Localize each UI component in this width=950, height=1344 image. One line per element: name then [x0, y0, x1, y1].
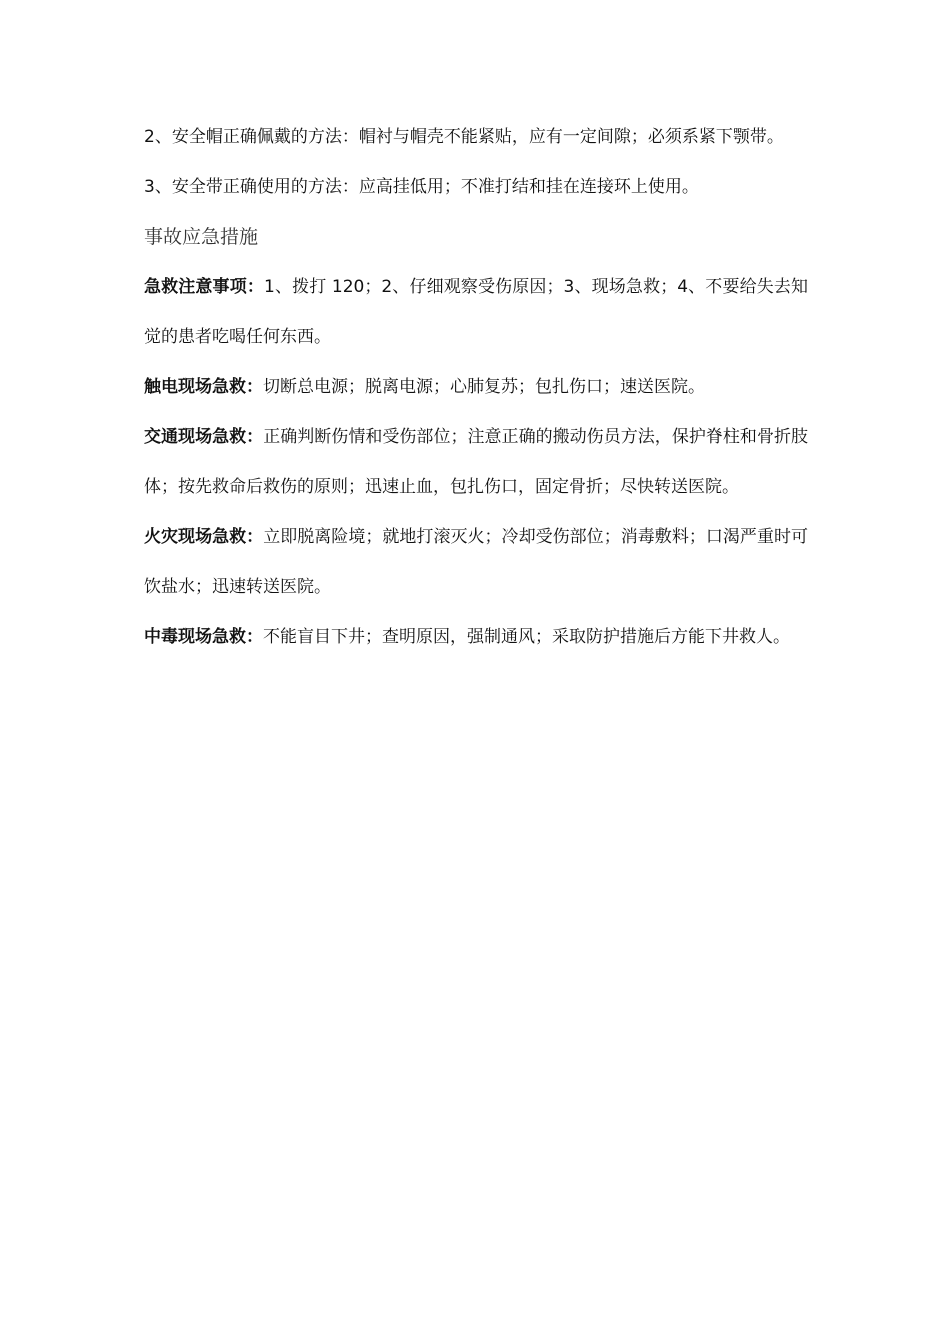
item-label: 触电现场急救：: [144, 377, 263, 397]
item-text: 切断总电源；脱离电源；心肺复苏；包扎伤口；速送医院。: [263, 377, 705, 397]
item-label: 急救注意事项：: [144, 277, 264, 297]
paragraph-helmet-text: 2、安全帽正确佩戴的方法：帽衬与帽壳不能紧贴，应有一定间隙；必须系紧下颚带。: [144, 127, 784, 147]
document-content: [144, 112, 808, 662]
item-electric-shock: [144, 362, 808, 412]
item-text: 立即脱离险境；就地打滚灭火；冷却受伤部位；消毒敷料；口渴严重时可饮盐水；迅速转送医院。: [144, 527, 809, 597]
section-heading: 事故应急措施: [144, 226, 259, 248]
item-label: 中毒现场急救：: [144, 627, 263, 647]
item-text: 不能盲目下井；查明原因，强制通风；采取防护措施后方能下井救人。: [263, 627, 790, 647]
item-poisoning: [144, 612, 808, 662]
item-traffic-accident: [144, 412, 808, 512]
item-first-aid-notes: [144, 262, 808, 362]
paragraph-helmet: [144, 112, 808, 162]
paragraph-safety-belt-text: 3、安全带正确使用的方法：应高挂低用；不准打结和挂在连接环上使用。: [144, 177, 699, 197]
item-text: 1、拨打 120；2、仔细观察受伤原因；3、现场急救；4、不要给失去知觉的患者吃喝任何东西。: [144, 277, 808, 347]
item-text: 正确判断伤情和受伤部位；注意正确的搬动伤员方法，保护脊柱和骨折肢体；按先救命后救伤的原则；迅速止血，包扎伤口，固定骨折；尽快转送医院。: [144, 427, 809, 497]
paragraph-safety-belt: [144, 162, 808, 212]
item-label: 交通现场急救：: [144, 427, 264, 447]
item-fire: [144, 512, 808, 612]
item-label: 火灾现场急救：: [144, 527, 264, 547]
